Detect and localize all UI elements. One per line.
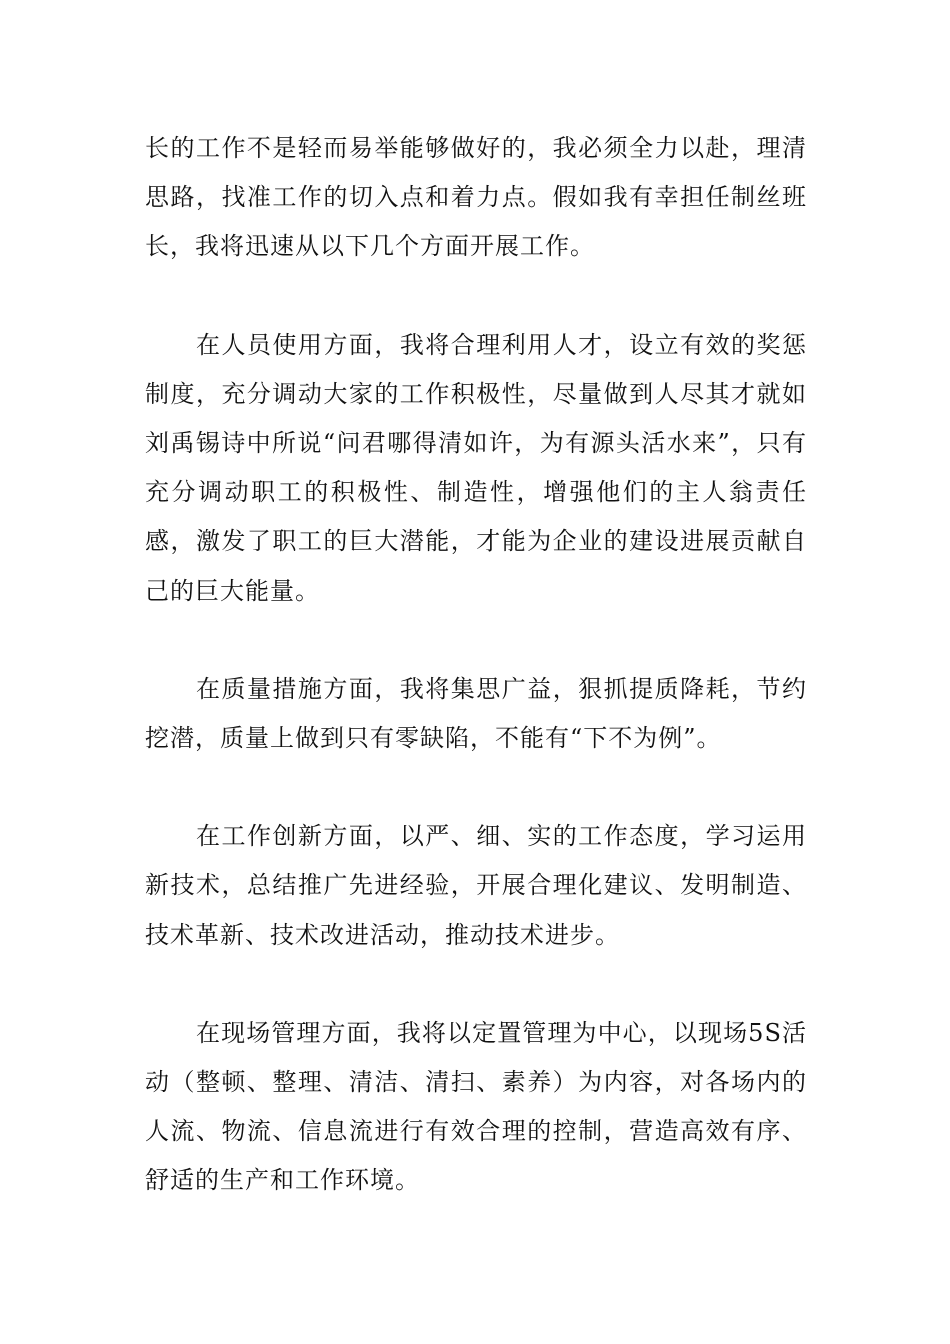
paragraph-1: 长的工作不是轻而易举能够做好的，我必须全力以赴，理清思路，找准工作的切入点和着力点。假如我有幸担任制丝班长，我将迅速从以下几个方面开展工作。 (145, 134, 807, 261)
paragraph-2: 在人员使用方面，我将合理利用人才，设立有效的奖惩制度，充分调动大家的工作积极性，尽量做到人尽其才就如刘禹锡诗中所说“问君哪得清如许，为有源头活水来”，只有充分调动职工的积极性、制造性，增强他们的主人翁责任感，激发了职工的巨大潜能，才能为企业的建设进展贡献自己的巨大能量。 (145, 330, 807, 605)
paragraph-4: 在工作创新方面，以严、细、实的工作态度，学习运用新技术，总结推广先进经验，开展合理化建议、发明制造、技术革新、技术改进活动，推动技术进步。 (145, 822, 807, 949)
paragraph-3: 在质量措施方面，我将集思广益，狠抓提质降耗，节约挖潜，质量上做到只有零缺陷，不能有“下不为例”。 (145, 674, 807, 753)
document-body (145, 124, 807, 1206)
paragraph-5: 在现场管理方面，我将以定置管理为中心，以现场5S活动（整顿、整理、清洁、清扫、素养）为内容，对各场内的人流、物流、信息流进行有效合理的控制，营造高效有序、舒适的生产和工作环境。 (145, 1018, 807, 1195)
